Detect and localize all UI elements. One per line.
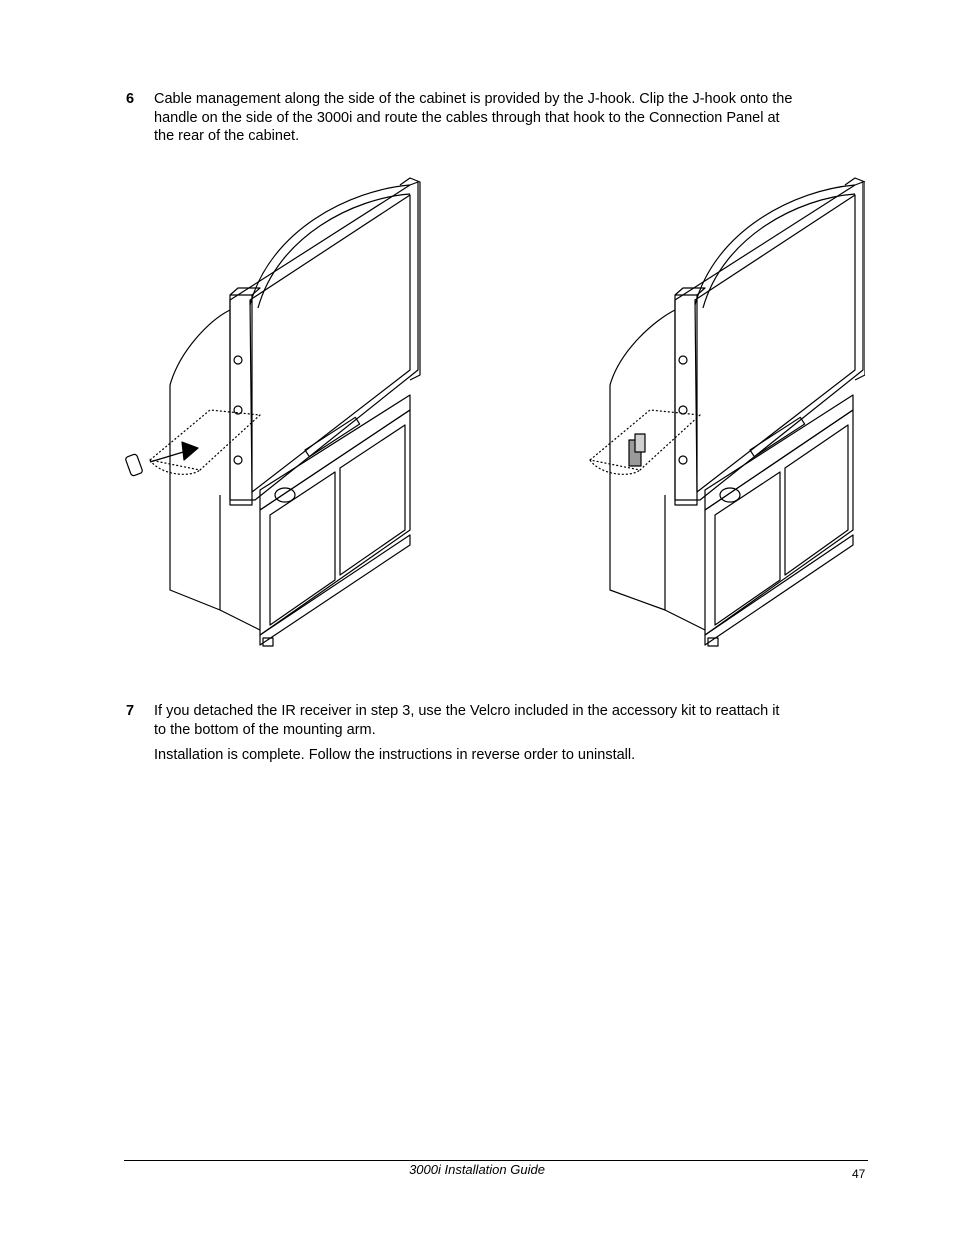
- footer-guide-title: 3000i Installation Guide: [409, 1162, 545, 1177]
- footer-divider: [124, 1160, 868, 1161]
- cabinet-jhook-illustration-before: [120, 170, 430, 650]
- page-number: 47: [852, 1167, 866, 1181]
- step-7-number: 7: [126, 703, 135, 719]
- completion-note: Installation is complete. Follow the instructions in reverse order to uninstall.: [154, 747, 636, 763]
- step-6-number: 6: [126, 91, 135, 107]
- cabinet-jhook-illustration-after: [585, 170, 865, 650]
- step-6-text: Cable management along the side of the cabinet is provided by the J-hook. Clip the J-hook onto the handle on the side of the 3000i and route the cables through that hook to the Connection Panel at the rear of the cabinet.: [154, 91, 793, 144]
- step-7-text: If you detached the IR receiver in step 3, use the Velcro included in the accessory kit to reattach it to the bottom of the mounting arm.: [154, 703, 780, 738]
